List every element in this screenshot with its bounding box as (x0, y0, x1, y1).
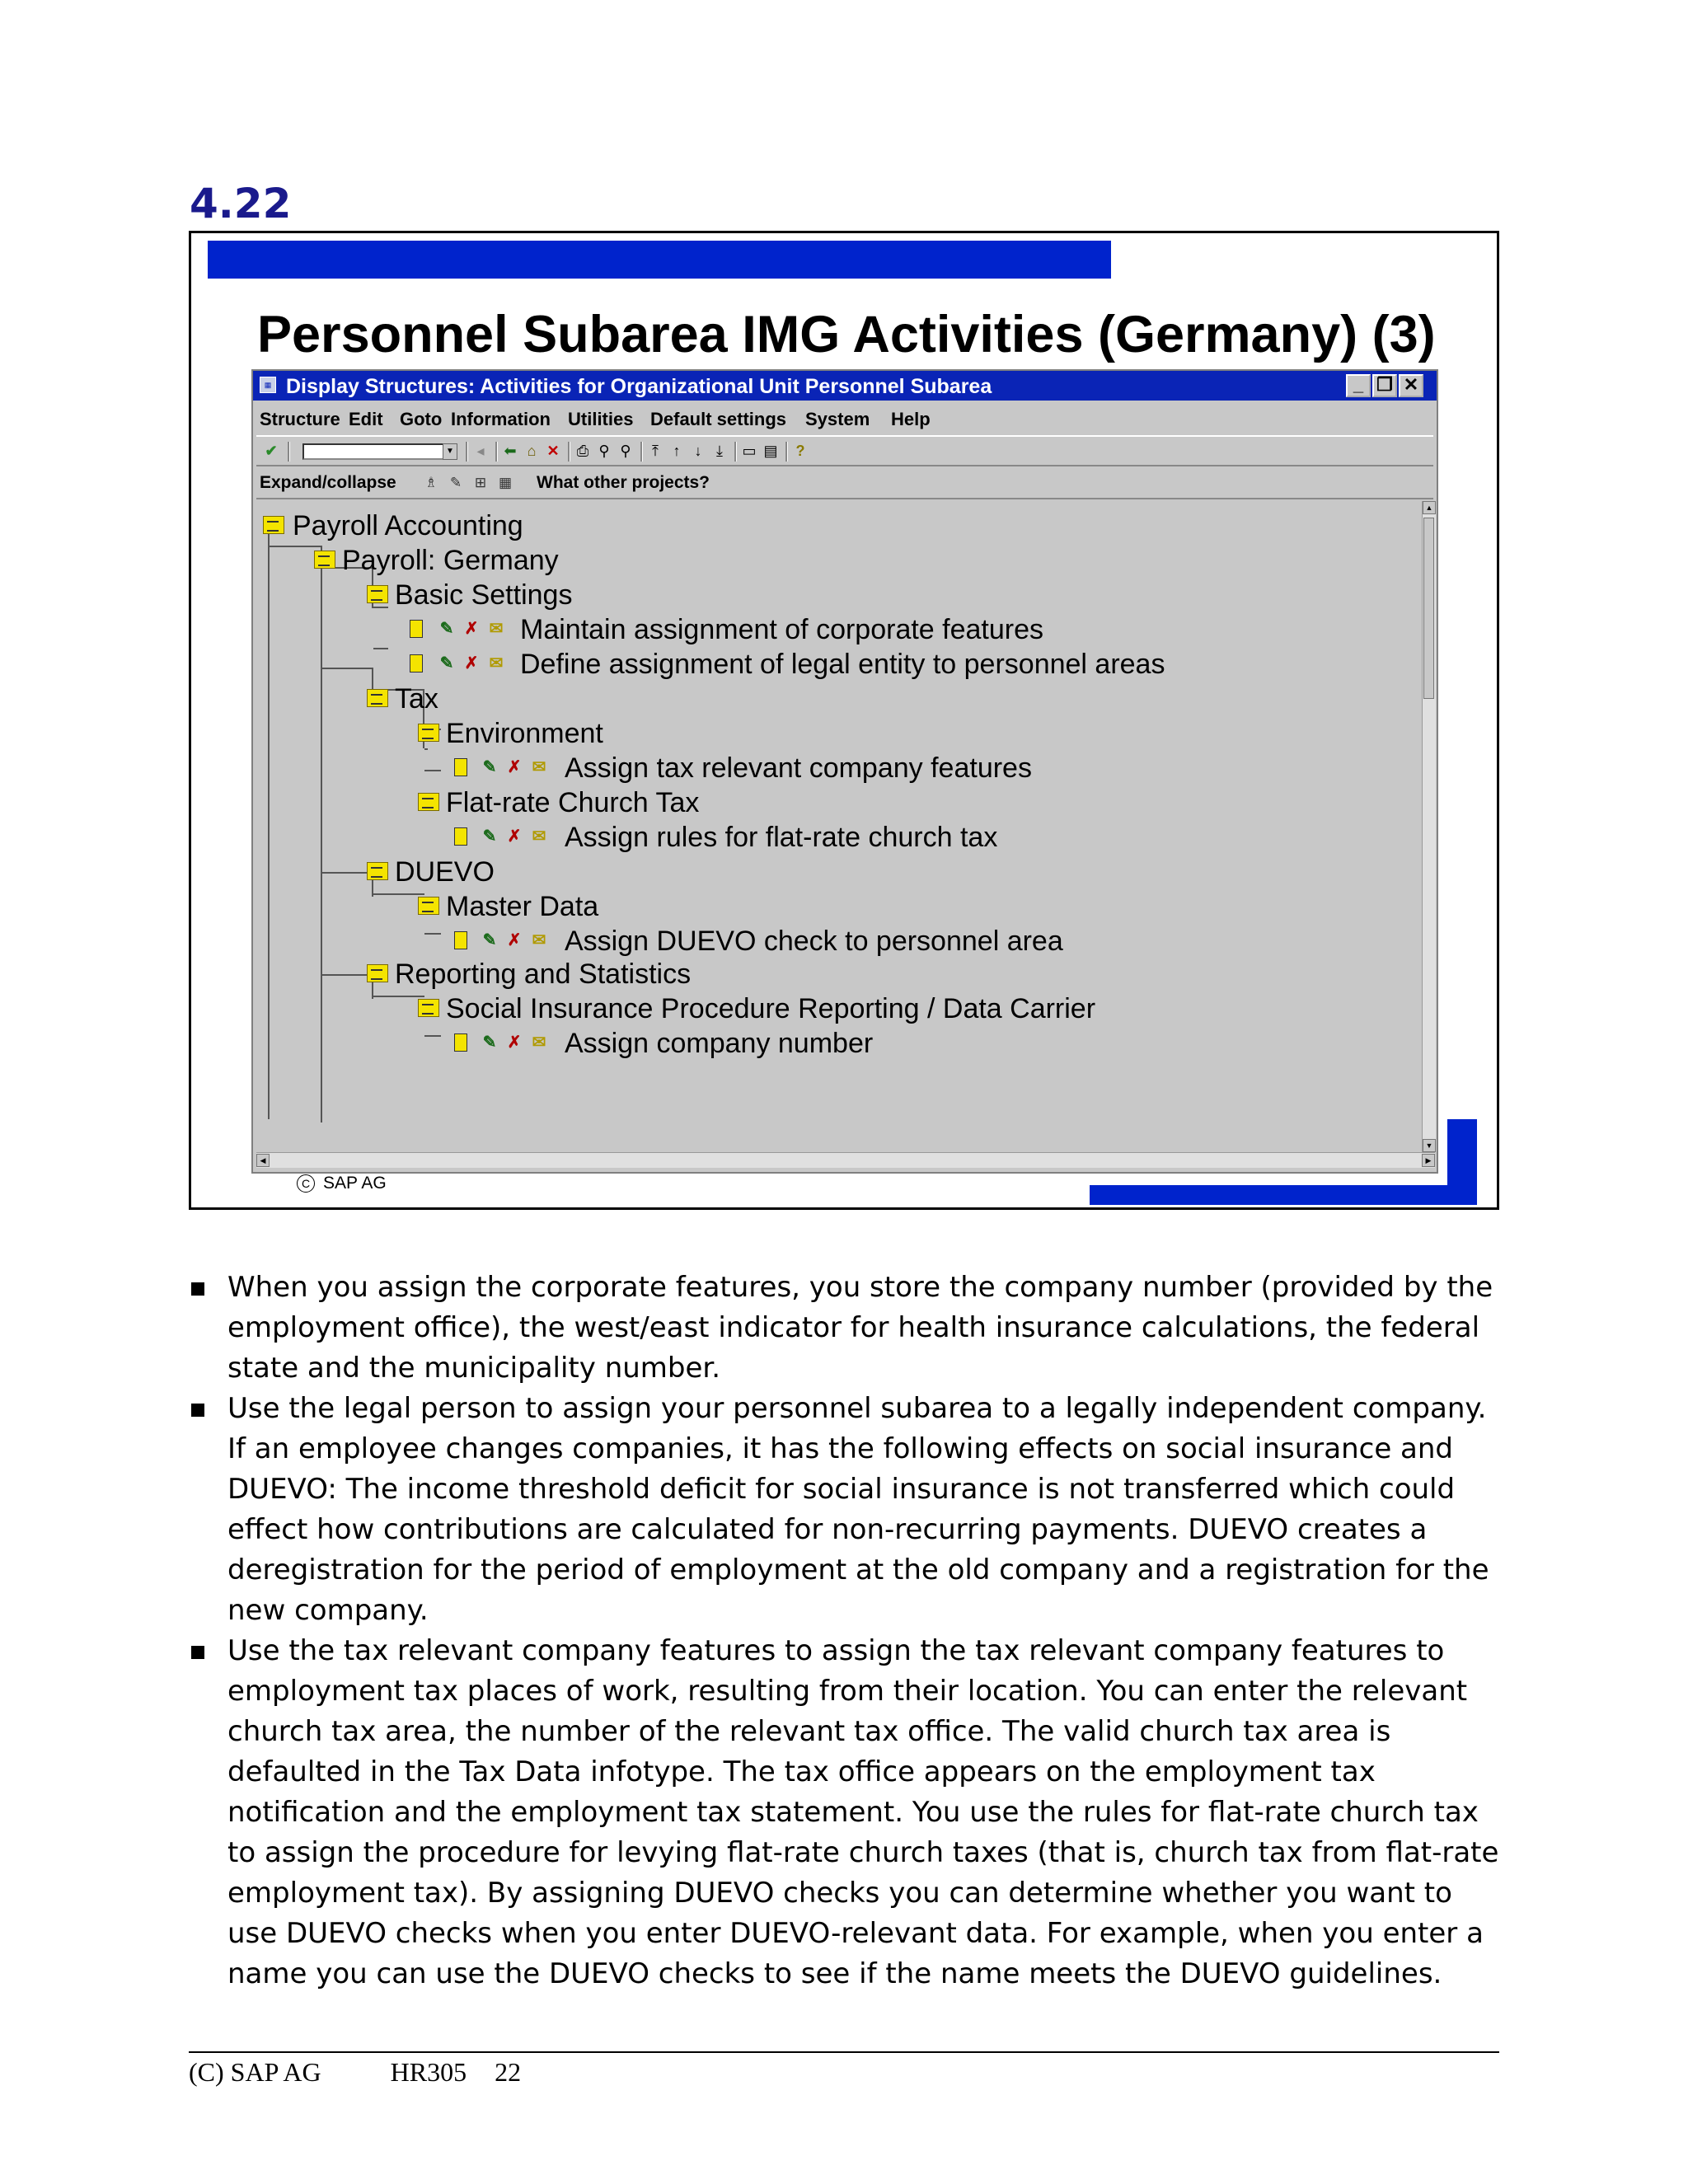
menu-help[interactable]: Help (891, 409, 931, 429)
what-other-projects-button[interactable]: What other projects? (537, 473, 710, 492)
scroll-left-icon[interactable]: ◀ (256, 1154, 270, 1167)
section-number: 4.22 (190, 180, 292, 227)
document-icon (410, 620, 423, 638)
status-icon[interactable]: ✗ (507, 1033, 522, 1052)
edit-documentation-icon[interactable]: ✎ (449, 475, 462, 490)
status-icon[interactable]: ✗ (464, 620, 479, 638)
folder-icon (367, 585, 388, 603)
slide-title: Personnel Subarea IMG Activities (Germany) (3) (257, 306, 1436, 363)
scroll-up-icon[interactable]: ▲ (1423, 501, 1436, 514)
sap-window-icon: ▦ (260, 377, 276, 393)
help-icon[interactable]: ? (795, 443, 805, 459)
window-titlebar (253, 371, 1437, 401)
previous-page-icon[interactable]: ↑ (673, 443, 681, 459)
structure-icon[interactable]: ♗ (424, 475, 438, 490)
documentation-icon[interactable]: ✉ (532, 758, 546, 776)
folder-icon (367, 862, 388, 880)
sap-window (251, 369, 1438, 1174)
documentation-icon[interactable]: ✉ (489, 620, 504, 638)
folder-icon (314, 551, 335, 569)
menu-default-settings[interactable]: Default settings (650, 409, 787, 429)
folder-icon (263, 516, 284, 534)
standard-toolbar (256, 435, 1433, 466)
document-icon (454, 1033, 467, 1052)
notes-bullet-list (190, 1268, 1508, 1994)
next-page-icon[interactable]: ↓ (694, 443, 702, 459)
restore-button[interactable]: ❐ (1372, 374, 1397, 397)
menu-goto[interactable]: Goto (400, 409, 443, 429)
folder-icon (418, 793, 439, 811)
shortcut-icon[interactable]: ▤ (763, 443, 778, 459)
menu-system[interactable]: System (805, 409, 870, 429)
menu-structure[interactable]: Structure (260, 409, 340, 429)
execute-activity-icon[interactable]: ✎ (439, 654, 454, 673)
execute-activity-icon[interactable]: ✎ (482, 827, 497, 846)
glossary-icon[interactable]: ⊞ (474, 475, 487, 490)
menu-bar (253, 402, 1437, 435)
execute-activity-icon[interactable]: ✎ (482, 931, 497, 949)
scroll-thumb[interactable] (1423, 518, 1434, 699)
save-icon[interactable]: ◂ (476, 443, 485, 459)
folder-icon (418, 897, 439, 915)
create-session-icon[interactable]: ▭ (742, 443, 757, 459)
bullet-square-icon (191, 1646, 204, 1659)
list-item: When you assign the corporate features, you store the company number (provided by the employment office), the west/east indicator for health insurance calculations, the federal state and the municipality number. (190, 1268, 1508, 1389)
folder-icon (367, 964, 388, 982)
back-icon[interactable]: ⬅ (504, 443, 517, 459)
slide-header-bar (208, 241, 1111, 279)
page-footer (189, 2057, 521, 2088)
table-view-icon[interactable]: ▦ (498, 475, 513, 490)
document-icon (454, 758, 467, 776)
list-item: Use the tax relevant company features to assign the tax relevant company features to employment tax places of work, resulting from their location. You can enter the relevant church tax area, the number of the relevant tax office. The valid church tax area is defaulted in the Tax Data infotype. The tax office appears on the employment tax notification and the employment tax statement. You use the rules for flat-rate church tax to assign the procedure for levying flat-rate church taxes (that is, church tax from flat-rate employment tax). By assigning DUEVO checks you can determine whether you want to use DUEVO checks when you enter DUEVO-relevant data. For example, when you enter a name you can use the DUEVO checks to see if the name meets the DUEVO guidelines. (190, 1631, 1508, 1994)
window-title: Display Structures: Activities for Organizational Unit Personnel Subarea (286, 375, 992, 398)
status-icon[interactable]: ✗ (507, 758, 522, 776)
application-toolbar (256, 466, 1433, 499)
document-icon (454, 931, 467, 949)
execute-activity-icon[interactable]: ✎ (482, 758, 497, 776)
close-button[interactable]: ✕ (1399, 374, 1423, 397)
documentation-icon[interactable]: ✉ (532, 827, 546, 846)
footer-page-number: 22 (495, 2057, 522, 2087)
slide-copyright: C SAP AG (297, 1174, 387, 1193)
vertical-scrollbar[interactable] (1422, 501, 1436, 1152)
footer-divider (189, 2051, 1499, 2053)
execute-activity-icon[interactable]: ✎ (482, 1033, 497, 1052)
menu-edit[interactable]: Edit (349, 409, 383, 429)
execute-activity-icon[interactable]: ✎ (439, 620, 454, 638)
documentation-icon[interactable]: ✉ (532, 931, 546, 949)
exit-icon[interactable]: ⌂ (527, 443, 537, 459)
expand-collapse-button[interactable]: Expand/collapse (260, 473, 396, 492)
menu-information[interactable]: Information (451, 409, 551, 429)
status-icon[interactable]: ✗ (507, 827, 522, 846)
scroll-down-icon[interactable]: ▼ (1423, 1139, 1436, 1152)
documentation-icon[interactable]: ✉ (532, 1033, 546, 1052)
status-icon[interactable]: ✗ (464, 654, 479, 673)
enter-icon[interactable]: ✔ (265, 443, 278, 459)
status-icon[interactable]: ✗ (507, 931, 522, 949)
command-field-dropdown-icon[interactable]: ▼ (443, 443, 457, 460)
find-icon[interactable]: ⚲ (598, 443, 610, 459)
folder-icon (418, 724, 439, 742)
last-page-icon[interactable]: ⤓ (716, 443, 723, 459)
documentation-icon[interactable]: ✉ (489, 654, 504, 673)
minimize-button[interactable]: _ (1346, 374, 1371, 397)
document-icon (410, 654, 423, 673)
horizontal-scrollbar[interactable] (256, 1152, 1435, 1168)
command-field[interactable] (302, 443, 456, 460)
print-icon[interactable]: ⎙ (576, 443, 589, 459)
structure-tree: Payroll Accounting Payroll: Germany Basic Settings ✎ ✗ ✉ Maintain assignment of corporate features ✎ ✗ ✉ Define assignment of legal entity to personnel areas Tax Environment ✎ ✗ ✉ Assign tax relevant company features Flat-rate Church Tax ✎ ✗ ✉ Assign rules for flat-rate church tax DUEVO Master Data ✎ ✗ ✉ Assign DUEVO check to personnel area Reporting and Statistics Social Insurance Procedure Reporting / Data Carrier ✎ ✗ ✉ Assign company number (256, 501, 1420, 1152)
footer-copyright: (C) SAP AG (189, 2057, 321, 2087)
list-item: Use the legal person to assign your personnel subarea to a legally independent company. If an employee changes companies, it has the following effects on social insurance and DUEVO: The income threshold deficit for social insurance is not transferred which could effect how contributions are calculated for non-recurring payments. DUEVO creates a deregistration for the period of employment at the old company and a registration for the new company. (190, 1389, 1508, 1631)
bullet-square-icon (191, 1404, 204, 1417)
menu-utilities[interactable]: Utilities (568, 409, 634, 429)
folder-icon (367, 689, 388, 707)
footer-course: HR305 (390, 2057, 467, 2087)
find-next-icon[interactable]: ⚲ (620, 443, 631, 459)
copyright-icon: C (297, 1174, 315, 1193)
scroll-right-icon[interactable]: ▶ (1422, 1154, 1435, 1167)
document-icon (454, 827, 467, 846)
folder-icon (418, 999, 439, 1017)
bullet-square-icon (191, 1282, 204, 1296)
first-page-icon[interactable]: ⤒ (652, 443, 659, 459)
cancel-icon[interactable]: ✕ (546, 443, 560, 459)
